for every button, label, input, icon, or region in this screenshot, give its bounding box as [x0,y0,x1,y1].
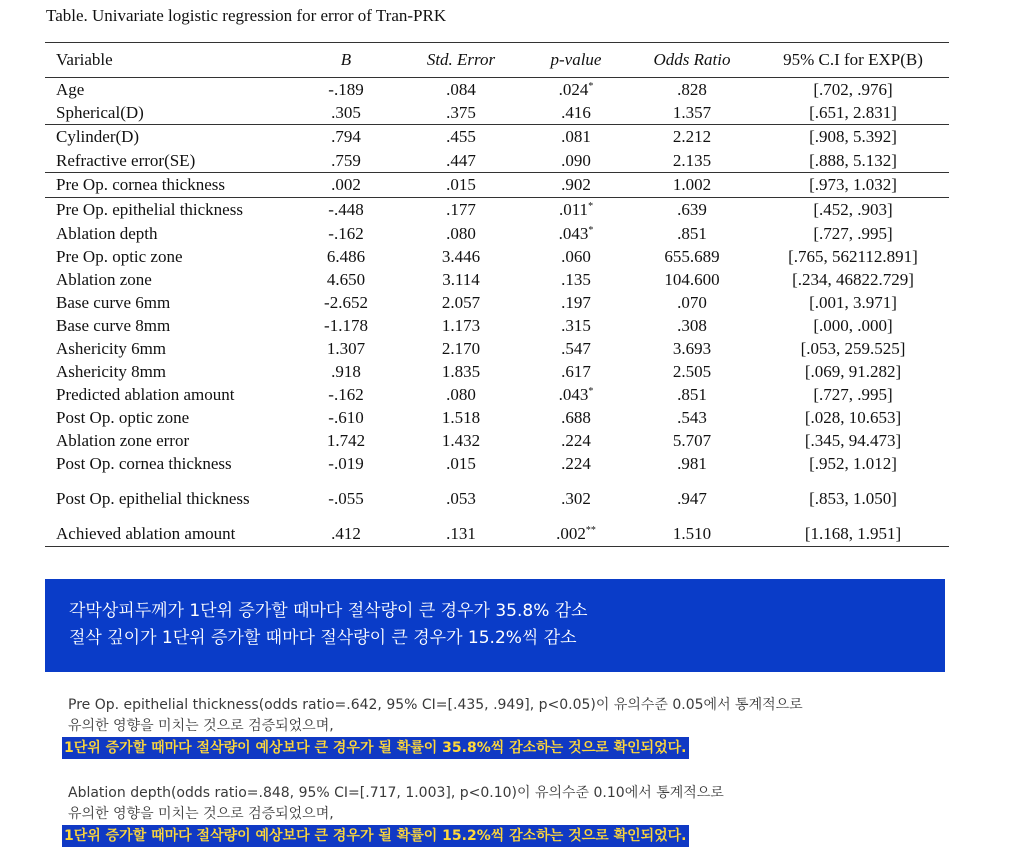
cell-odds-ratio [627,314,757,337]
summary-line-1: 각막상피두께가 1단위 증가할 때마다 절삭량이 큰 경우가 35.8% 감소 [69,601,588,621]
cell-odds-ratio-text: .828 [677,80,707,99]
cell-ci [757,337,949,360]
table-header-row [45,43,949,78]
table-row [45,198,949,223]
cell-p-value [525,360,627,383]
cell-variable [45,406,295,429]
cell-std-error [397,268,525,291]
cell-odds-ratio-text: 655.689 [664,247,720,266]
cell-std-error-text: .053 [446,488,476,508]
cell-b [295,222,397,245]
cell-b-text: 1.307 [326,339,366,358]
cell-std-error-text: .177 [446,200,476,219]
cell-odds-ratio-text: .851 [677,385,707,404]
cell-ci-text: [.702, .976] [813,80,893,99]
cell-odds-ratio [627,429,757,452]
header-std-error: Std. Error [397,43,525,78]
summary-line-2: 절삭 깊이가 1단위 증가할 때마다 절삭량이 큰 경우가 15.2%씩 감소 [69,628,577,648]
cell-std-error [397,101,525,125]
cell-p-value [525,78,627,102]
cell-variable-text: Pre Op. optic zone [56,247,183,266]
cell-odds-ratio [627,101,757,125]
cell-odds-ratio-text: 5.707 [672,431,712,450]
cell-std-error-text: 1.518 [441,408,481,427]
cell-b-text: 1.742 [326,431,366,450]
cell-std-error-text: 1.835 [441,362,481,381]
table-body [45,78,949,547]
cell-b-text: .305 [331,103,361,122]
cell-variable [45,360,295,383]
cell-odds-ratio-text: 2.135 [672,151,712,170]
cell-ci [757,475,949,521]
cell-ci-text: [.069, 91.282] [804,362,902,381]
cell-odds-ratio-text: 2.212 [672,127,712,146]
cell-ci [757,383,949,406]
cell-p-value-text: .315 [561,316,591,335]
cell-b [295,521,397,547]
significance-marker: ** [585,525,596,536]
cell-ci [757,101,949,125]
cell-variable [45,101,295,125]
cell-odds-ratio-text: .981 [677,454,707,473]
cell-variable [45,452,295,475]
cell-odds-ratio [627,406,757,429]
cell-variable [45,245,295,268]
cell-b [295,452,397,475]
cell-p-value-text: .043 [558,385,589,404]
cell-p-value-text: .060 [561,247,591,266]
cell-ci [757,406,949,429]
cell-variable-text: Ashericity 6mm [56,339,167,358]
cell-std-error-text: .131 [446,524,476,543]
cell-odds-ratio-text: 1.002 [672,175,712,194]
cell-p-value-text: .002 [556,524,586,543]
cell-variable [45,475,295,521]
header-b: B [295,43,397,78]
cell-variable-text: Post Op. cornea thickness [56,454,232,473]
cell-b-text: -.055 [328,488,364,508]
significance-marker: * [588,81,594,92]
cell-p-value [525,406,627,429]
cell-b [295,291,397,314]
cell-variable [45,149,295,173]
table-row [45,125,949,150]
cell-variable-text: Spherical(D) [56,103,144,122]
cell-variable [45,383,295,406]
cell-p-value-text: .617 [561,362,591,381]
cell-variable-text: Refractive error(SE) [56,151,196,170]
cell-b [295,360,397,383]
cell-ci [757,429,949,452]
cell-p-value-text: .011 [558,200,589,219]
cell-variable-text: Post Op. epithelial thickness [56,488,250,508]
cell-variable-text: Ablation depth [56,224,158,243]
cell-std-error [397,149,525,173]
cell-variable-text: Achieved ablation amount [56,524,236,543]
cell-ci [757,222,949,245]
cell-std-error-text: .015 [446,175,476,194]
cell-p-value-text: .090 [561,151,591,170]
cell-std-error [397,198,525,223]
table-row [45,360,949,383]
cell-ci-text: [.028, 10.653] [804,408,902,427]
table-row [45,291,949,314]
cell-p-value [525,291,627,314]
cell-p-value-text: .081 [561,127,591,146]
cell-odds-ratio [627,291,757,314]
cell-std-error-text: 1.173 [441,316,481,335]
cell-p-value-text: .302 [561,488,591,508]
cell-p-value [525,268,627,291]
cell-ci [757,78,949,102]
cell-p-value [525,337,627,360]
cell-p-value-text: .135 [561,270,591,289]
cell-variable-text: Cylinder(D) [56,127,140,146]
cell-ci-text: [.001, 3.971] [809,293,897,312]
table-row [45,521,949,547]
note-highlight: 1단위 증가할 때마다 절삭량이 예상보다 큰 경우가 될 확률이 35.8%씩 감소하는 것으로 확인되었다. [62,737,689,759]
note-line: Ablation depth(odds ratio=.848, 95% CI=[.717, 1.003], p<0.10)이 유의수준 0.10에서 통계적으로 [68,785,724,801]
cell-b [295,475,397,521]
cell-odds-ratio [627,222,757,245]
significance-marker: * [588,225,594,236]
cell-ci-text: [.908, 5.392] [809,127,897,146]
cell-b [295,78,397,102]
note-line: 유의한 영향을 미치는 것으로 검증되었으며, [68,806,334,822]
cell-odds-ratio-text: 104.600 [664,270,720,289]
cell-std-error [397,521,525,547]
cell-variable-text: Ablation zone [56,270,152,289]
header-odds-ratio: Odds Ratio [627,43,757,78]
cell-variable-text: Post Op. optic zone [56,408,190,427]
cell-p-value [525,383,627,406]
cell-std-error [397,125,525,150]
cell-odds-ratio-text: 3.693 [672,339,712,358]
cell-odds-ratio [627,78,757,102]
cell-b-text: -.019 [328,454,364,473]
cell-ci-text: [1.168, 1.951] [804,524,902,543]
cell-odds-ratio-text: .308 [677,316,707,335]
cell-variable-text: Pre Op. epithelial thickness [56,200,243,219]
cell-odds-ratio [627,268,757,291]
cell-odds-ratio [627,198,757,223]
cell-p-value-text: .224 [561,454,591,473]
significance-marker: * [588,201,594,212]
cell-p-value-text: .224 [561,431,591,450]
cell-std-error-text: 3.446 [441,247,481,266]
note-ablation-depth [64,783,724,847]
cell-p-value [525,173,627,198]
cell-p-value [525,149,627,173]
cell-b [295,406,397,429]
cell-p-value [525,521,627,547]
cell-ci [757,314,949,337]
cell-p-value-text: .688 [561,408,591,427]
cell-variable [45,337,295,360]
cell-std-error [397,475,525,521]
table-caption: Table. Univariate logistic regression for error of Tran-PRK [46,6,447,25]
cell-variable-text: Base curve 6mm [56,293,171,312]
cell-variable-text: Base curve 8mm [56,316,171,335]
cell-odds-ratio-text: 1.510 [672,524,712,543]
table-row [45,314,949,337]
cell-ci-text: [.053, 259.525] [800,339,906,358]
cell-std-error-text: .080 [446,385,476,404]
cell-odds-ratio-text: 2.505 [672,362,712,381]
cell-p-value [525,198,627,223]
cell-std-error-text: 2.170 [441,339,481,358]
cell-b [295,149,397,173]
cell-p-value-text: .547 [561,339,591,358]
cell-b [295,173,397,198]
cell-odds-ratio [627,173,757,198]
cell-odds-ratio [627,360,757,383]
table-row [45,337,949,360]
cell-odds-ratio-text: .543 [677,408,707,427]
cell-std-error-text: .447 [446,151,476,170]
cell-b [295,101,397,125]
cell-p-value [525,452,627,475]
cell-ci [757,125,949,150]
cell-p-value [525,475,627,521]
cell-std-error [397,173,525,198]
cell-variable [45,173,295,198]
cell-p-value [525,314,627,337]
cell-ci-text: [.452, .903] [813,200,893,219]
cell-b [295,198,397,223]
note-epithelial-thickness [64,695,803,759]
cell-ci-text: [.765, 562112.891] [788,247,918,266]
cell-ci-text: [.727, .995] [813,385,893,404]
table-row [45,245,949,268]
cell-p-value [525,101,627,125]
table-row [45,101,949,125]
cell-odds-ratio [627,149,757,173]
cell-ci-text: [.853, 1.050] [809,488,897,508]
cell-ci-text: [.727, .995] [813,224,893,243]
cell-odds-ratio-text: .639 [677,200,707,219]
cell-std-error [397,314,525,337]
cell-ci-text: [.888, 5.132] [809,151,897,170]
cell-ci [757,360,949,383]
significance-marker: * [588,386,594,397]
cell-p-value-text: .043 [558,224,589,243]
cell-odds-ratio [627,337,757,360]
cell-ci [757,268,949,291]
cell-p-value-text: .902 [561,175,591,194]
cell-std-error [397,222,525,245]
cell-b [295,245,397,268]
table-row [45,429,949,452]
cell-ci-text: [.952, 1.012] [809,454,897,473]
cell-odds-ratio [627,475,757,521]
cell-ci [757,521,949,547]
regression-table [45,42,949,547]
table-row [45,452,949,475]
cell-b-text: -.448 [328,200,364,219]
header-p-value: p-value [525,43,627,78]
cell-p-value [525,222,627,245]
cell-variable [45,291,295,314]
cell-odds-ratio-text: .851 [677,224,707,243]
cell-std-error-text: .080 [446,224,476,243]
cell-variable [45,125,295,150]
table-row [45,406,949,429]
cell-b [295,337,397,360]
cell-std-error [397,429,525,452]
cell-ci [757,149,949,173]
cell-odds-ratio [627,125,757,150]
table-row [45,149,949,173]
cell-b [295,125,397,150]
cell-b [295,429,397,452]
cell-std-error [397,291,525,314]
cell-std-error-text: 1.432 [441,431,481,450]
cell-variable-text: Predicted ablation amount [56,385,235,404]
cell-b-text: .002 [331,175,361,194]
cell-ci [757,245,949,268]
header-variable: Variable [45,43,295,78]
cell-b [295,383,397,406]
cell-b-text: -.162 [328,224,364,243]
cell-variable [45,314,295,337]
note-line: 유의한 영향을 미치는 것으로 검증되었으며, [68,718,334,734]
cell-b [295,268,397,291]
cell-odds-ratio-text: .070 [677,293,707,312]
cell-variable [45,78,295,102]
cell-ci [757,291,949,314]
cell-std-error-text: 3.114 [442,270,480,289]
cell-b-text: .794 [331,127,361,146]
cell-variable-text: Ablation zone error [56,431,190,450]
cell-p-value [525,245,627,268]
cell-std-error-text: .375 [446,103,476,122]
cell-odds-ratio-text: .947 [677,488,707,508]
cell-p-value [525,429,627,452]
cell-odds-ratio-text: 1.357 [672,103,712,122]
cell-ci-text: [.651, 2.831] [809,103,897,122]
summary-box [45,579,945,672]
cell-variable-text: Ashericity 8mm [56,362,167,381]
cell-ci [757,173,949,198]
cell-b-text: .918 [331,362,361,381]
table-row [45,78,949,102]
cell-b-text: -.162 [328,385,364,404]
cell-variable [45,198,295,223]
cell-odds-ratio [627,452,757,475]
cell-std-error [397,78,525,102]
cell-b-text: -1.178 [324,316,368,335]
cell-odds-ratio [627,245,757,268]
cell-ci [757,198,949,223]
cell-std-error [397,383,525,406]
cell-variable-text: Pre Op. cornea thickness [56,175,226,194]
table-row [45,268,949,291]
cell-b-text: -2.652 [324,293,368,312]
cell-p-value [525,125,627,150]
cell-std-error-text: .084 [446,80,476,99]
cell-std-error [397,406,525,429]
cell-ci-text: [.973, 1.032] [809,175,897,194]
cell-p-value-text: .197 [561,293,591,312]
cell-b-text: -.189 [328,80,364,99]
cell-ci-text: [.345, 94.473] [804,431,902,450]
cell-ci-text: [.234, 46822.729] [792,270,914,289]
note-highlight: 1단위 증가할 때마다 절삭량이 예상보다 큰 경우가 될 확률이 15.2%씩 감소하는 것으로 확인되었다. [62,825,689,847]
cell-std-error-text: 2.057 [441,293,481,312]
cell-variable [45,429,295,452]
table-row [45,383,949,406]
cell-std-error-text: .455 [446,127,476,146]
cell-odds-ratio [627,383,757,406]
cell-variable-text: Age [56,80,85,99]
cell-b-text: 4.650 [326,270,366,289]
cell-variable [45,222,295,245]
cell-ci [757,452,949,475]
cell-b-text: 6.486 [326,247,366,266]
cell-variable [45,268,295,291]
table-row [45,475,949,521]
cell-std-error [397,452,525,475]
cell-b-text: .412 [331,524,361,543]
note-line: Pre Op. epithelial thickness(odds ratio=.642, 95% CI=[.435, .949], p<0.05)이 유의수준 0.05에서 통계적으로 [68,697,803,713]
cell-std-error [397,337,525,360]
cell-b [295,314,397,337]
cell-p-value-text: .024 [558,80,589,99]
header-ci: 95% C.I for EXP(B) [757,43,949,78]
cell-b-text: -.610 [328,408,364,427]
cell-variable [45,521,295,547]
table-row [45,173,949,198]
cell-b-text: .759 [331,151,361,170]
cell-std-error [397,360,525,383]
table-row [45,222,949,245]
cell-std-error-text: .015 [446,454,476,473]
cell-odds-ratio [627,521,757,547]
cell-p-value-text: .416 [561,103,591,122]
cell-std-error [397,245,525,268]
cell-ci-text: [.000, .000] [813,316,893,335]
